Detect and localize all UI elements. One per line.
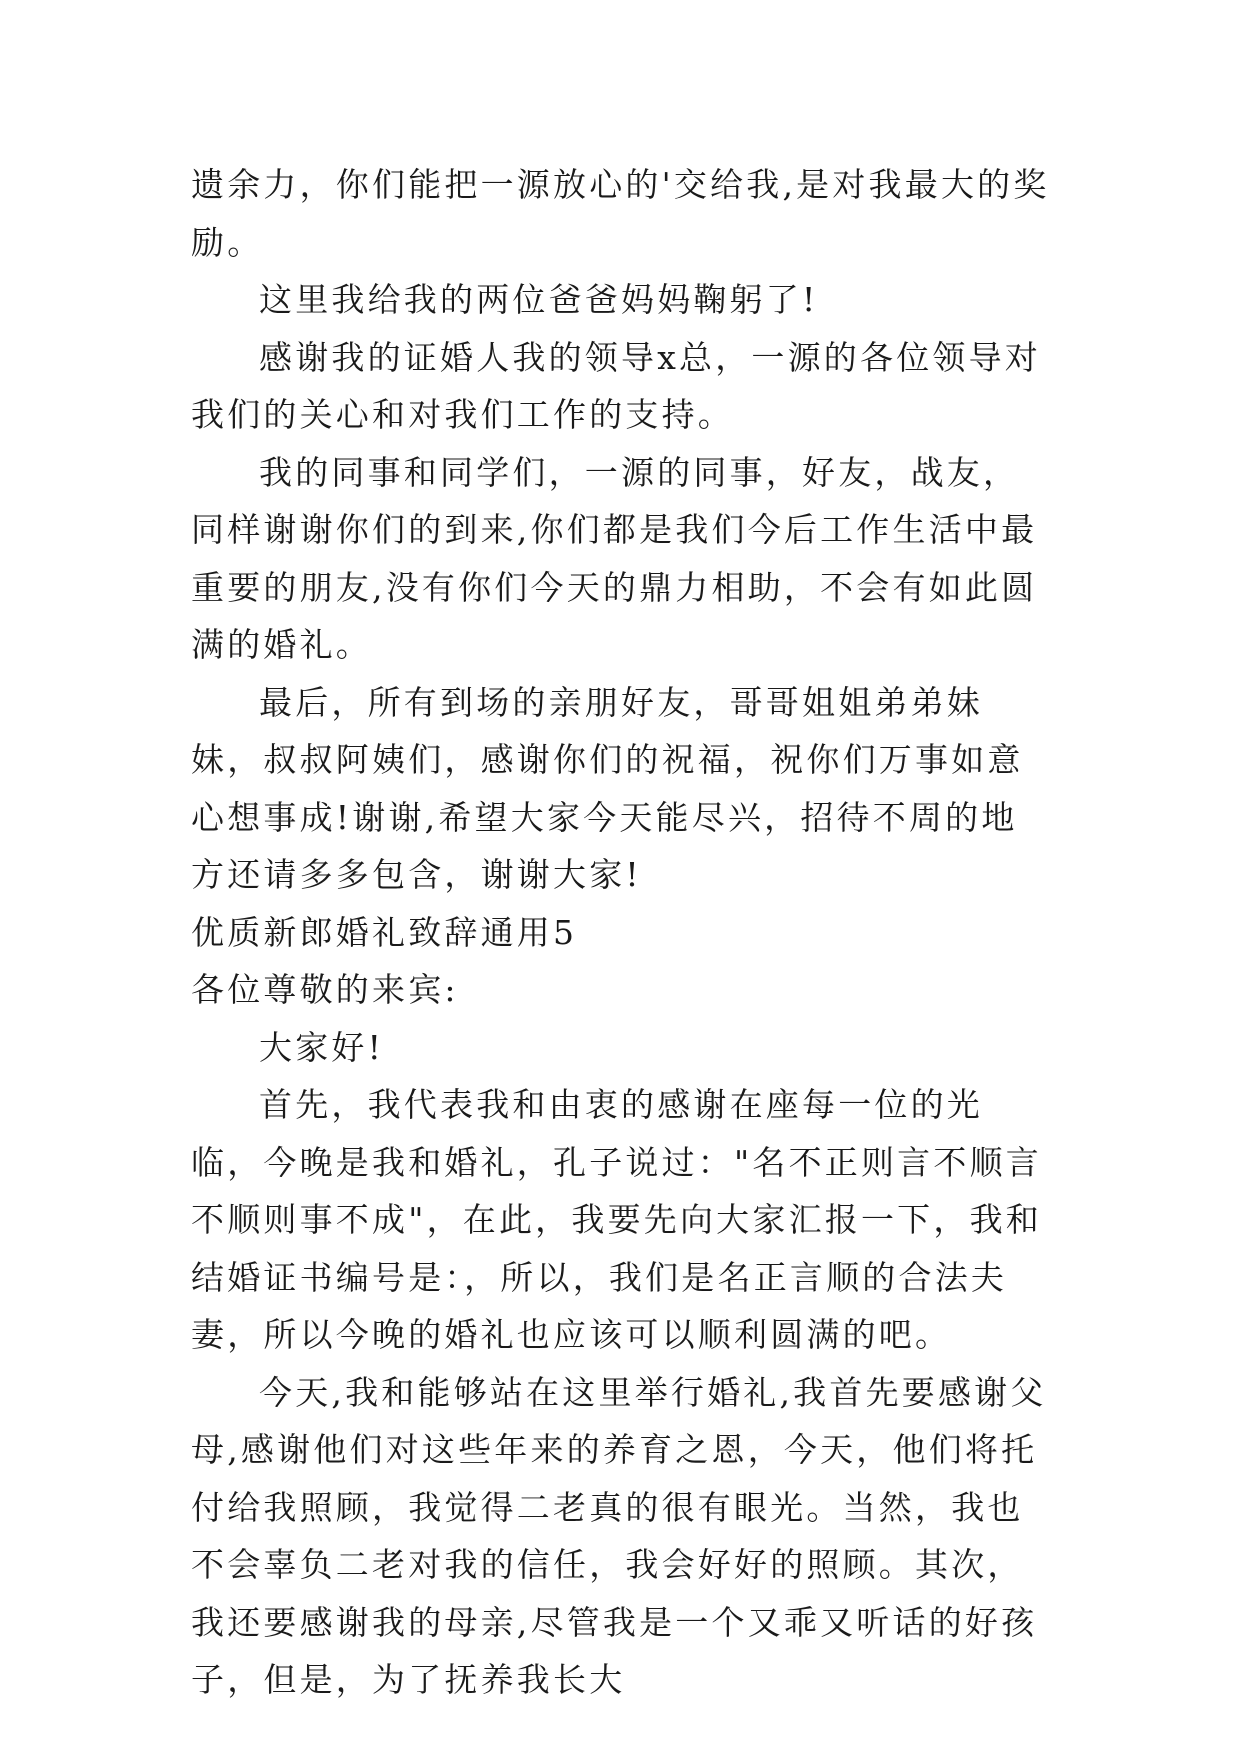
paragraph-opening: 首先，我代表我和由衷的感谢在座每一位的光临，今晚是我和婚礼，孔子说过："名不正则言不顺言不顺则事不成"，在此，我要先向大家汇报一下，我和结婚证书编号是：，所以，我们是名正言顺的合法夫妻，所以今晚的婚礼也应该可以顺利圆满的吧。 <box>191 1085 1042 1354</box>
salutation: 各位尊敬的来宾: <box>191 970 459 1009</box>
paragraph-thank-colleagues: 我的同事和同学们，一源的同事，好友，战友，同样谢谢你们的到来,你们都是我们今后工作生活中最重要的朋友,没有你们今天的鼎力相助，不会有如此圆满的婚礼。 <box>191 452 1038 664</box>
document-body <box>191 156 1053 1709</box>
paragraph-closing-thanks: 遗余力，你们能把一源放心的'交给我,是对我最大的奖励。 <box>191 165 1050 262</box>
paragraph-thank-guests: 最后，所有到场的亲朋好友，哥哥姐姐弟弟妹妹，叔叔阿姨们，感谢你们的祝福，祝你们万事如意心想事成!谢谢,希望大家今天能尽兴，招待不周的地方还请多多包含，谢谢大家! <box>191 682 1024 894</box>
paragraph-bow-to-parents: 这里我给我的两位爸爸妈妈鞠躬了! <box>259 280 819 319</box>
greeting: 大家好! <box>259 1027 385 1067</box>
paragraph-thank-officiant: 感谢我的证婚人我的领导x总，一源的各位领导对我们的关心和对我们工作的支持。 <box>191 337 1042 434</box>
section-heading: 优质新郎婚礼致辞通用5 <box>191 912 578 952</box>
paragraph-thank-parents: 今天,我和能够站在这里举行婚礼,我首先要感谢父母,感谢他们对这些年来的养育之恩，今天，他们将托付给我照顾，我觉得二老真的很有眼光。当然，我也不会辜负二老对我的信任，我会好好的照顾。其次，我还要感谢我的母亲,尽管我是一个又乖又听话的好孩子，但是，为了抚养我长大 <box>191 1372 1047 1699</box>
